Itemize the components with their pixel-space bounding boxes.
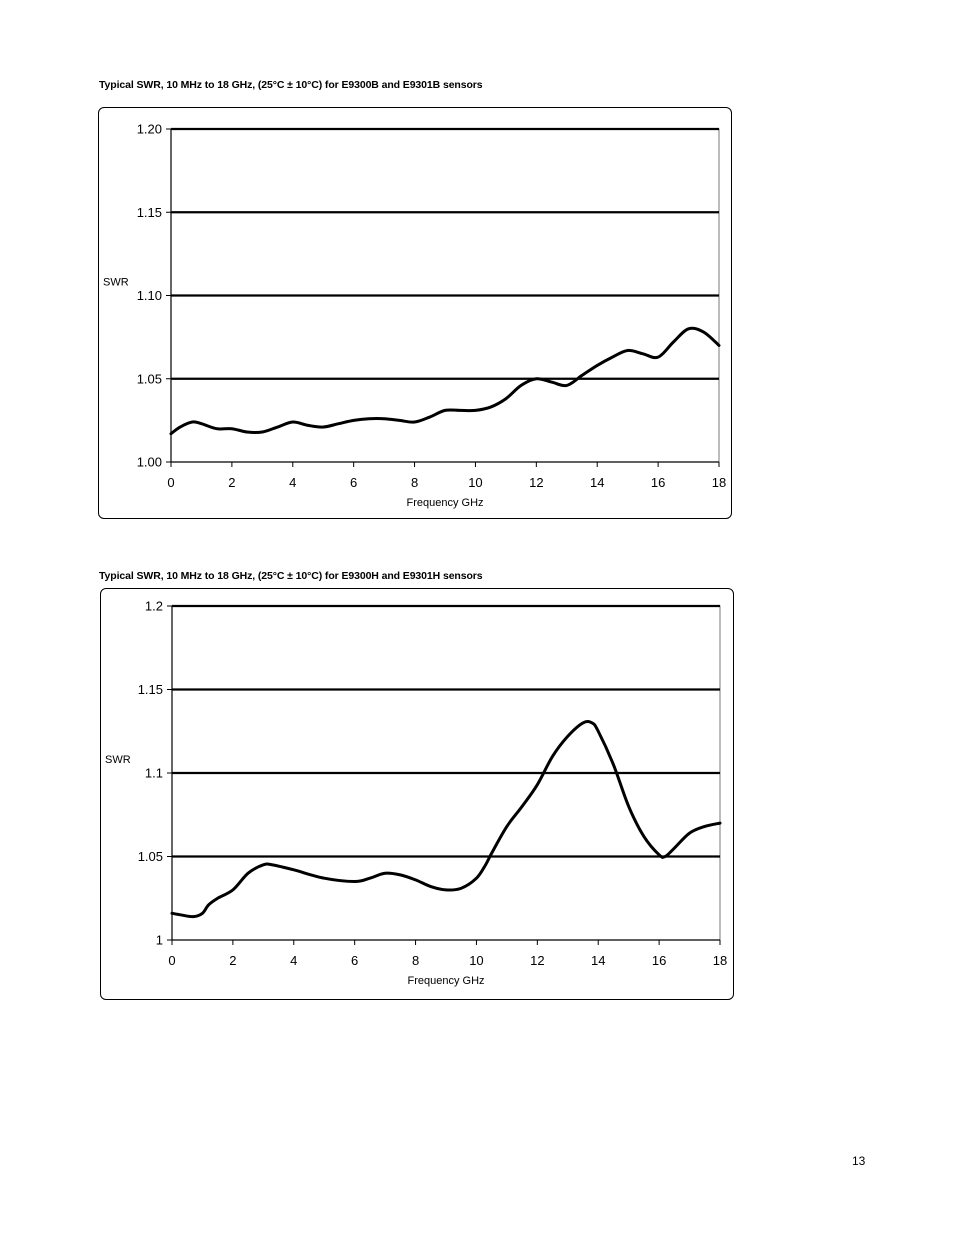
x-axis-label: Frequency GHz xyxy=(407,975,485,987)
y-tick-label: 1.20 xyxy=(136,121,162,137)
x-tick-label: 2 xyxy=(228,475,236,490)
y-tick-label: 1.15 xyxy=(136,204,162,220)
x-tick-label: 18 xyxy=(712,953,728,968)
x-tick-label: 14 xyxy=(590,953,606,968)
swr-chart-e9300b xyxy=(99,108,731,518)
x-tick-label: 6 xyxy=(350,475,358,490)
chart-caption-e9300b: Typical SWR, 10 MHz to 18 GHz, (25°C ± 10°C) for E9300B and E9301B sensors xyxy=(99,79,483,91)
chart-caption-e9300h: Typical SWR, 10 MHz to 18 GHz, (25°C ± 10°C) for E9300H and E9301H sensors xyxy=(99,570,483,582)
x-tick-label: 12 xyxy=(529,475,544,490)
y-tick-label: 1.10 xyxy=(136,288,162,303)
x-tick-label: 16 xyxy=(650,475,666,490)
chart-frame-e9300h xyxy=(100,588,734,1000)
page-number: 13 xyxy=(852,1154,866,1168)
chart-frame-e9300b xyxy=(98,107,732,519)
x-tick-label: 12 xyxy=(530,953,545,968)
x-tick-label: 14 xyxy=(589,475,605,490)
x-tick-label: 0 xyxy=(167,475,175,490)
x-tick-label: 10 xyxy=(468,475,483,490)
x-tick-label: 18 xyxy=(711,475,727,490)
x-axis-label: Frequency GHz xyxy=(406,497,484,509)
series-line-swr xyxy=(172,722,720,917)
x-tick-label: 4 xyxy=(290,953,298,968)
series-line-swr xyxy=(171,328,719,433)
y-tick-label: 1.2 xyxy=(144,598,163,614)
x-tick-label: 4 xyxy=(289,475,297,490)
x-tick-label: 8 xyxy=(410,475,419,490)
y-tick-label: 1.05 xyxy=(137,849,163,864)
x-tick-label: 2 xyxy=(229,953,237,968)
x-tick-label: 0 xyxy=(168,953,176,968)
y-tick-label: 1.15 xyxy=(137,682,163,697)
x-tick-label: 16 xyxy=(651,953,667,968)
y-tick-label: 1.05 xyxy=(136,371,162,387)
y-axis-label: SWR xyxy=(103,276,129,289)
swr-chart-e9300h xyxy=(101,589,733,999)
y-tick-label: 1 xyxy=(155,932,163,948)
x-tick-label: 8 xyxy=(411,953,420,968)
y-tick-label: 1.1 xyxy=(144,765,163,781)
y-axis-label: SWR xyxy=(105,754,131,766)
y-tick-label: 1.00 xyxy=(136,454,162,470)
x-tick-label: 6 xyxy=(351,953,359,968)
x-tick-label: 10 xyxy=(469,953,484,968)
